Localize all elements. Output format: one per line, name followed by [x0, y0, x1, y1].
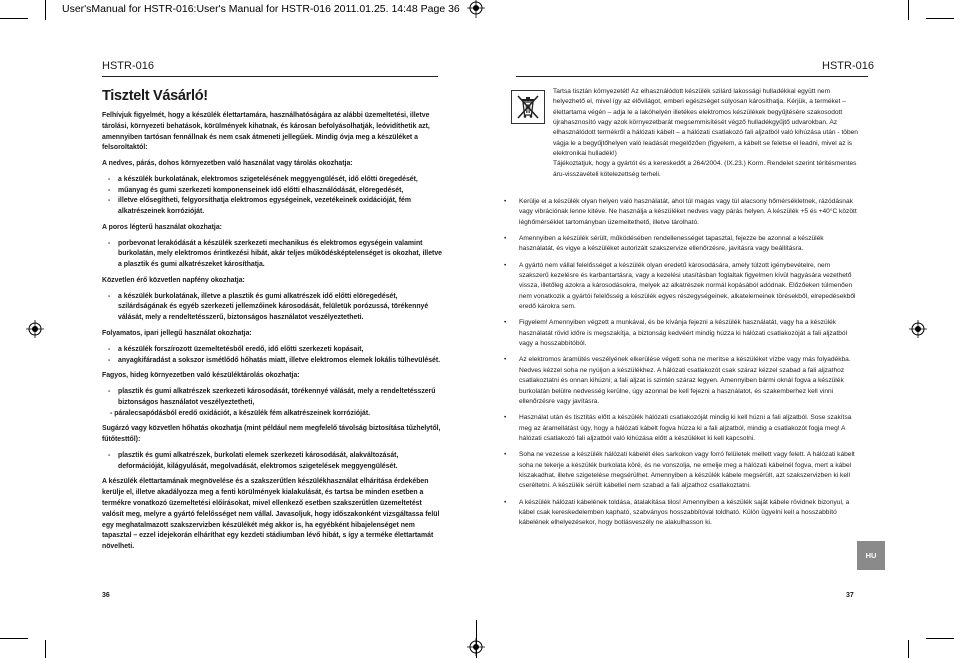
- crop-mark: [45, 640, 46, 658]
- list-item: - plasztik és gumi alkatrészek szerkezeti károsodását, törékennyé válását, mely a rendeltetésszerű biztonságos használatot veszélyeztetheti,: [108, 388, 436, 406]
- registration-mark-icon: [908, 319, 928, 339]
- section-heading: A nedves, párás, dohos környezetben való használat vagy tárolás okozhatja:: [102, 160, 353, 168]
- list-item: - páralecsapódásból eredő oxidációt, a készülék fém alkatrészeinek korrózióját.: [110, 409, 371, 417]
- list-item: • A készülék hálózati kábelének toldása, átalakítása tilos! Amennyiben a készülék saját kábele rövidnek bizonyul, a kábel csak kereskedelemben kapható, szabványos hosszabbítóval toldható. Külön ügyelni kell a hosszabbító kábelének elhelyezésekor, hogy botlásveszély ne alakulhasson ki.: [504, 498, 850, 527]
- page-title: Tisztelt Vásárló!: [102, 88, 208, 104]
- list-item: - illetve elősegítheti, felgyorsíthatja elektromos egységeinek, vezetékeinek oxidációját, fém alkatrészeinek korrózióját.: [108, 197, 411, 216]
- list-item: - a készülék burkolatának, illetve a plasztik és gumi alkatrészek idő előtti elöregedését, szilárdságának és egyéb szerkezeti jellemzőinek károsodását, felületük porózussá, törékennyé válását, mely a rendeltetésszerű, biztonságos használatot veszélyeztetheti.: [108, 292, 429, 322]
- list-item: • Az elektromos áramütés veszélyének elkerülése végett soha ne merítse a készüléket vízbe vagy más folyadékba. Nedves kézzel soha ne nyúljon a készülékhez. A hálózati csatlakozót csak száraz kézzel szabad a fali aljzathoz csatlakoztatni és onnan kihúzni; a fali aljzat is szintén száraz legyen. Amennyiben bármi oknál fogva a készülék burkolatán belülre nedvesség kerülne, úgy azonnal be kell fejezni a használatot, és szakemberhez kell vinni ellenőrzésre vagy javításra.: [504, 356, 851, 405]
- registration-mark-icon: [25, 319, 45, 339]
- left-header-rule: [102, 76, 438, 77]
- language-tab: HU: [857, 541, 885, 570]
- section-heading: A poros légterű használat okozhatja:: [102, 223, 222, 231]
- list-item: - a készülék burkolatának, elektromos szigetelésének meggyengülését, idő előtti öregedését,: [108, 175, 418, 183]
- left-page-body: [102, 111, 442, 558]
- registration-mark-icon: [466, 0, 486, 20]
- page-number-left: 36: [102, 592, 110, 599]
- weee-crossed-bin-icon: [511, 90, 545, 124]
- registration-mark-icon: [466, 637, 486, 657]
- list-item: - anyagkifáradást a sokszor ismétlődő hőhatás miatt, illetve elektromos elemek lokális túlhevülését.: [108, 356, 441, 364]
- list-item: - porbevonat lerakódását a készülék szerkezeti mechanikus és elektromos egységein valamint burkolatán, mely elektromos érintkezési hibát, akár teljes működésképtelenséget is okozhat, illetve a plasztik és gumi alkatrészeket károsíthatja.: [108, 239, 442, 269]
- right-header-rule: [516, 76, 868, 77]
- section-heading: Sugárzó vagy közvetlen hőhatás okozhatja (mint például nem megfelelő távolság biztosítása tűzhelytől, fűtőtesttől):: [102, 425, 441, 444]
- crop-mark: [45, 0, 46, 20]
- section-frost: [102, 371, 442, 419]
- list-item: • Használat után és tisztítás előtt a készülék hálózati csatlakozóját mindig ki kell húzni a fali aljzatból. Sose szakítsa meg az áramellátást úgy, hogy a hálózati kábelt fogva húzza ki a fali aljzatból, mindig a csatlakozót fogja meg! A hálózati csatlakozó fali aljzatból való kihúzása előtt a készüléket ki kell kapcsolni.: [504, 414, 852, 442]
- list-item: - plasztik és gumi alkatrészek, burkolati elemek szerkezeti károsodását, alakváltozását, deformációját, kilágyulását, megolvadását, elektromos szigetelések meggyengülését.: [108, 451, 399, 470]
- crop-mark: [926, 638, 954, 639]
- right-model-label: HSTR-016: [822, 60, 874, 72]
- intro-paragraph: Felhívjuk figyelmét, hogy a készülék élettartamára, használhatóságára az alábbi üzemeltetési, illetve tárolási, környezeti behatások, körülmények kihatnak, és károsan befolyásolhatják, leóvidíthetik azt, amennyiben tartósan fennállnak és nem csak átmeneti jellegűek. Mindig óvja meg a készüléket a felsoroltaktól:: [102, 112, 430, 152]
- list-item: • Soha ne vezesse a készülék hálózati kábelét éles sarkokon vagy forró felületek mellett vagy felett. A hálózati kábelt soha ne tekerje a készülék burkolata köré, és ne vonszolja, ne emelje meg a hálózati kábelnél fogva, mert a kábel kiszakadhat, illetve szigetelése megsérülhet. Amennyiben a készülék kábele megsérült, azt szakszervizben ki kell cseréltetni. A készülék sérült kábellel nem szabad a fali aljzathoz csatlakoztatni.: [504, 451, 855, 490]
- closing-paragraph: A készülék élettartamának megnövelése és a szakszerűtlen készülékhasználat elhárítása érdekében kerülje el, illetve akadályozza meg a fenti körülmények kialakulását, és tartsa be minden esetben a termékre vonatkozó üzemeltetési előírásokat, mivel ellenkező esetben szakszerűtlen üzemeltetést valósít meg, melyre a gyártó felelősséget nem vállal. Javasoljuk, hogy időszakonként vizsgáltassa felül egy meghatalmazott szakszervizben készülékét még akkor is, ha egyébként hibajelenséget nem tapasztal – ezzel idejekorán elháríthat egy kezdeti stádiumban lévő hibát, s így a terméke élettartamát növelheti.: [102, 478, 440, 551]
- list-item: • Amennyiben a készülék sérült, működésében rendellenességet tapasztal, fejezze be azonnal a készülék használatát, és vigye a készüléket autorizált szakszervize ellenőrzésre, javításra vagy beállításra.: [504, 235, 824, 253]
- crop-mark: [908, 640, 909, 658]
- recycling-notice: Tartsa tisztán környezetét! Az elhasználódott készülék szilárd lakossági hulladékkal együtt nem helyezhető el, mivel így az élővilágot, emberi egészséget súlyosan károsíthatja. Kérjük, a terméket – élettartama végén – adja le a lakóhelyén illetékes elektromos készülékek begyűjtésére szakosodott újrahasznosító vagy azok környezetbarát megsemmisítését végző hulladékgyűjtő udvarokban. Az elhasználódott termékről a hálózati kábelt – a hálózati csatlakozó fali aljzatból való kihúzása után - töben vágja le a begyűjtőhelyen való leadását megelőzően (figyelem, a kábelt se feletse el leadni, mivel az is elektronikai hulladék!) Tájékoztatjuk, hogy a gyártót és a kereskedőt a 264/2004. (IX.23.) Korm. Rendelet szerint térítésmentes áru-visszavételi kötelezettség terheli.: [553, 88, 858, 178]
- crop-mark: [0, 638, 28, 639]
- crop-mark: [0, 18, 28, 19]
- list-item: • Kerülje el a készülék olyan helyen való használatát, ahol túl magas vagy túl alacsony hőmérsékletnek, rázódásnak vagy vibrációnak lenne kitéve. Ne használja a készüléket nedves vagy párás helyen. A készülék +5 és +40°C között léghőmérséklet tartományban üzemeltethető, illetve tárolható.: [504, 198, 857, 226]
- section-heading: Folyamatos, ipari jellegű használat okozhatja:: [102, 330, 252, 338]
- section-heading: Közvetlen érő közvetlen napfény okozhatja:: [102, 276, 245, 284]
- list-item: - műanyag és gumi szerkezeti komponenseinek idő előtti elhasználódását, elöregedését,: [108, 186, 404, 194]
- section-industrial-use: [102, 329, 442, 366]
- list-item: - a készülék forszírozott üzemeltetésből eredő, idő előtti szerkezeti kopásait,: [108, 345, 364, 353]
- section-heat: [102, 424, 442, 472]
- list-item: • Figyelem! Amennyiben végzett a munkával, és be kívánja fejezni a készülék használatát, vagy ha a készülék használatát rövid időre is megszakítja, a biztonság kedvéért mindig húzza ki hálózati csatlakozóját a fali aljzatból vagy a hosszabbítóból.: [504, 319, 848, 348]
- section-dust: [102, 223, 442, 271]
- print-slug: User'sManual for HSTR-016:User's Manual for HSTR-016 2011.01.25. 14:48 Page 36: [62, 3, 460, 15]
- safety-bullet-list: [504, 197, 857, 535]
- page-number-right: 37: [846, 592, 854, 599]
- crop-mark: [908, 0, 909, 20]
- list-item: • A gyártó nem vállal felelősséget a készülék olyan eredetű károsodására, amely túlzott igénybevételre, nem szakszerű kezelésre és karbantartásra, vagy a kezelési utasításban foglaltak figyelmen kívül hagyására vezethető vissza, illetőleg azokra a károsodásokra, melyek az alkatrészek normál kopásából adódnak. Előzőeken túlmenően nem vonatkozik a gyártói felelősség a készülék egyes részegységeinek, alkatelemeinek törésekből, elrepedésekből eredő károkra sem.: [504, 261, 856, 311]
- left-model-label: HSTR-016: [102, 60, 154, 72]
- section-humidity: [102, 159, 442, 218]
- crop-mark: [926, 18, 954, 19]
- section-heading: Fagyos, hideg környezetben való készüléktárolás okozhatja:: [102, 372, 300, 380]
- section-sunlight: [102, 276, 442, 324]
